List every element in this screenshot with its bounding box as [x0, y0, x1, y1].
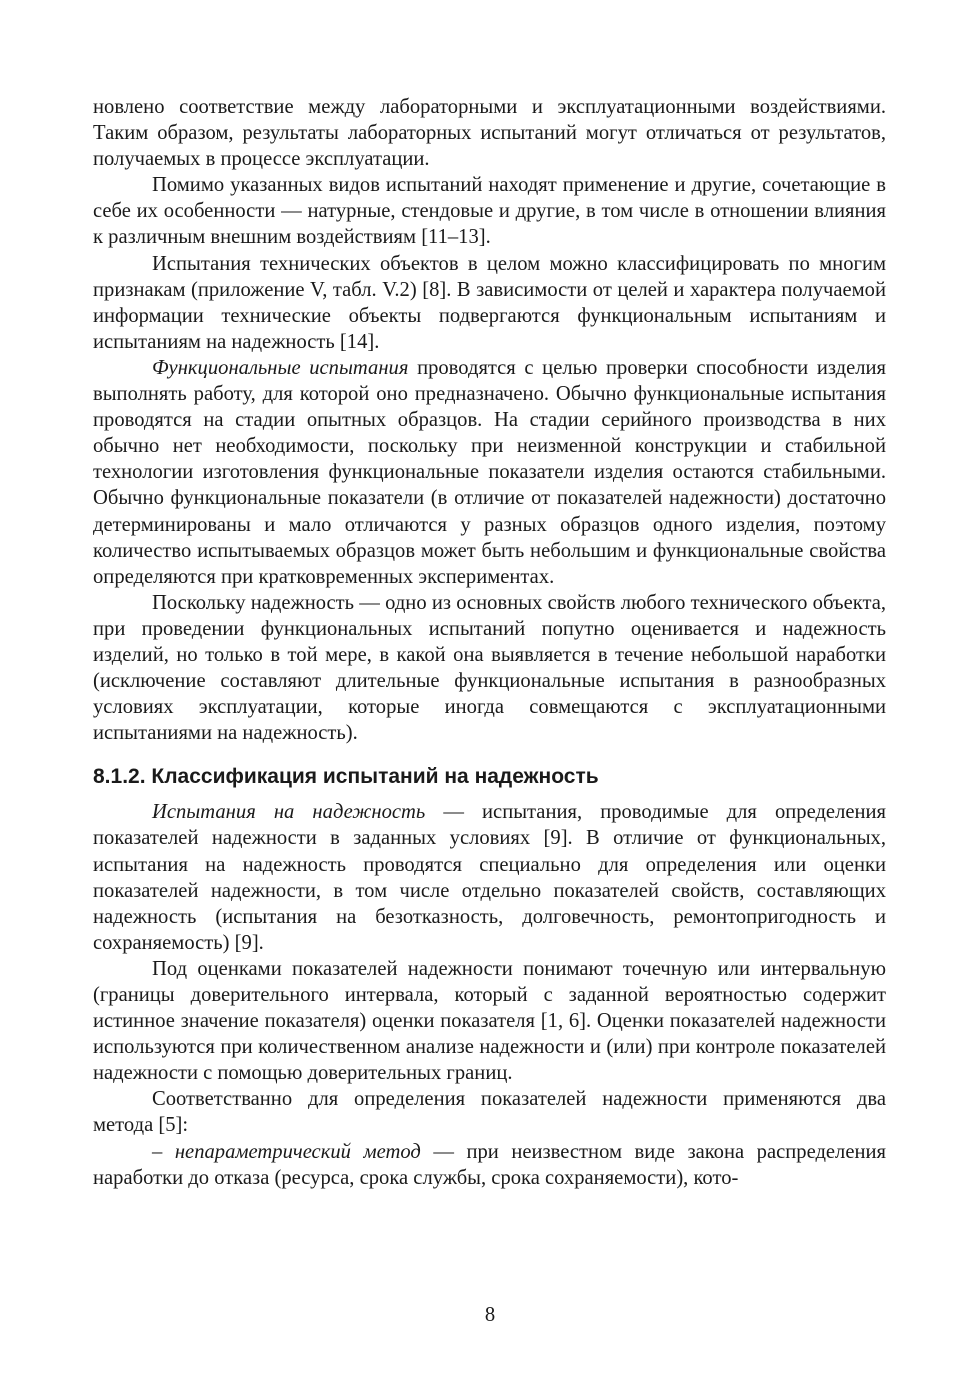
term-reliability-tests: Испытания на надежность [152, 801, 426, 824]
paragraph-methods-intro: Соответстванно для определения показателей надежности применяются два метода [5]: [93, 1088, 886, 1137]
section-heading: 8.1.2. Классификация испытаний на надежность [93, 765, 599, 789]
paragraph-reliability: Поскольку надежность — одно из основных свойств любого технического объекта, при проведении функциональных испытаний попутно оценивается и надежность изделий, но только в той мере, в какой она выявляется в течение небольшой наработки (исключение составляют длительные функциональные испытания в разнообразных условиях эксплуатации, которые иногда совмещаются с эксплуатационными испытаниями на надежность). [93, 591, 886, 745]
list-item-dash: – [152, 1140, 175, 1163]
paragraph-other-tests: Помимо указанных видов испытаний находят применение и другие, сочетающие в себе их особенности — натурные, стендовые и другие, в том числе в отношении влияния к различным внешним воздействиям [11–13]. [93, 174, 886, 249]
paragraph-functional-tests [93, 355, 886, 590]
nonparametric-method-text: — при неизвестном виде закона распределения наработки до отказа (ресурса, срока службы, срока сохраняемости), кото- [93, 1140, 886, 1189]
term-functional-tests: Функциональные испытания [152, 356, 409, 379]
paragraph-continuation: новлено соответствие между лабораторными и эксплуатационными воздействиями. Таким образом, результаты лабораторных испытаний могут отличаться от результатов, получаемых в процессе эксплуатации. [93, 96, 886, 171]
paragraph-classification: Испытания технических объектов в целом можно классифицировать по многим признакам (приложение V, табл. V.2) [8]. В зависимости от целей и характера получаемой информации технические объекты подвергаются функциональным испытаниям и испытаниям на надежность [14]. [93, 252, 886, 353]
document-page [93, 94, 886, 1191]
reliability-tests-definition-text: — испытания, проводимые для определения показателей надежности в заданных условиях [9]. В отличие от функциональных, испытания на надежность проводятся специально для определения или оценки показателей надежности, в том числе отдельно показателей свойств, составляющих надежность (испытания на безотказность, долговечность, ремонтопригодность и сохраняемость) [9]. [93, 801, 887, 954]
term-nonparametric-method: непараметрический метод [174, 1140, 421, 1163]
list-item-nonparametric-method [93, 1139, 886, 1191]
paragraph-reliability-tests-definition [93, 799, 886, 956]
paragraph-estimates: Под оценками показателей надежности понимают точечную или интервальную (границы доверительного интервала, который с заданной вероятностью содержит истинное значение показателя) оценки показателя [1, 6]. Оценки показателей надежности используются при количественном анализе надежности и (или) при контроле показателей надежности с помощью доверительных границ. [93, 957, 886, 1085]
functional-tests-text: проводятся с целью проверки способности изделия выполнять работу, для которой оно предназначено. Обычно функциональные испытания проводятся на стадии опытных образцов. На стадии серийного производства в них обычно нет необходимости, поскольку при неизменной конструкции и стабильной технологии изготовления функциональные показатели изделия остаются стабильными. Обычно функциональные показатели (в отличие от показателей надежности) достаточно детерминированы и мало отличаются у разных образцов одного изделия, поэтому количество испытываемых образцов может быть небольшим и функциональные свойства определяются при кратковременных экспериментах. [93, 356, 886, 588]
page-number: 8 [484, 1304, 496, 1326]
